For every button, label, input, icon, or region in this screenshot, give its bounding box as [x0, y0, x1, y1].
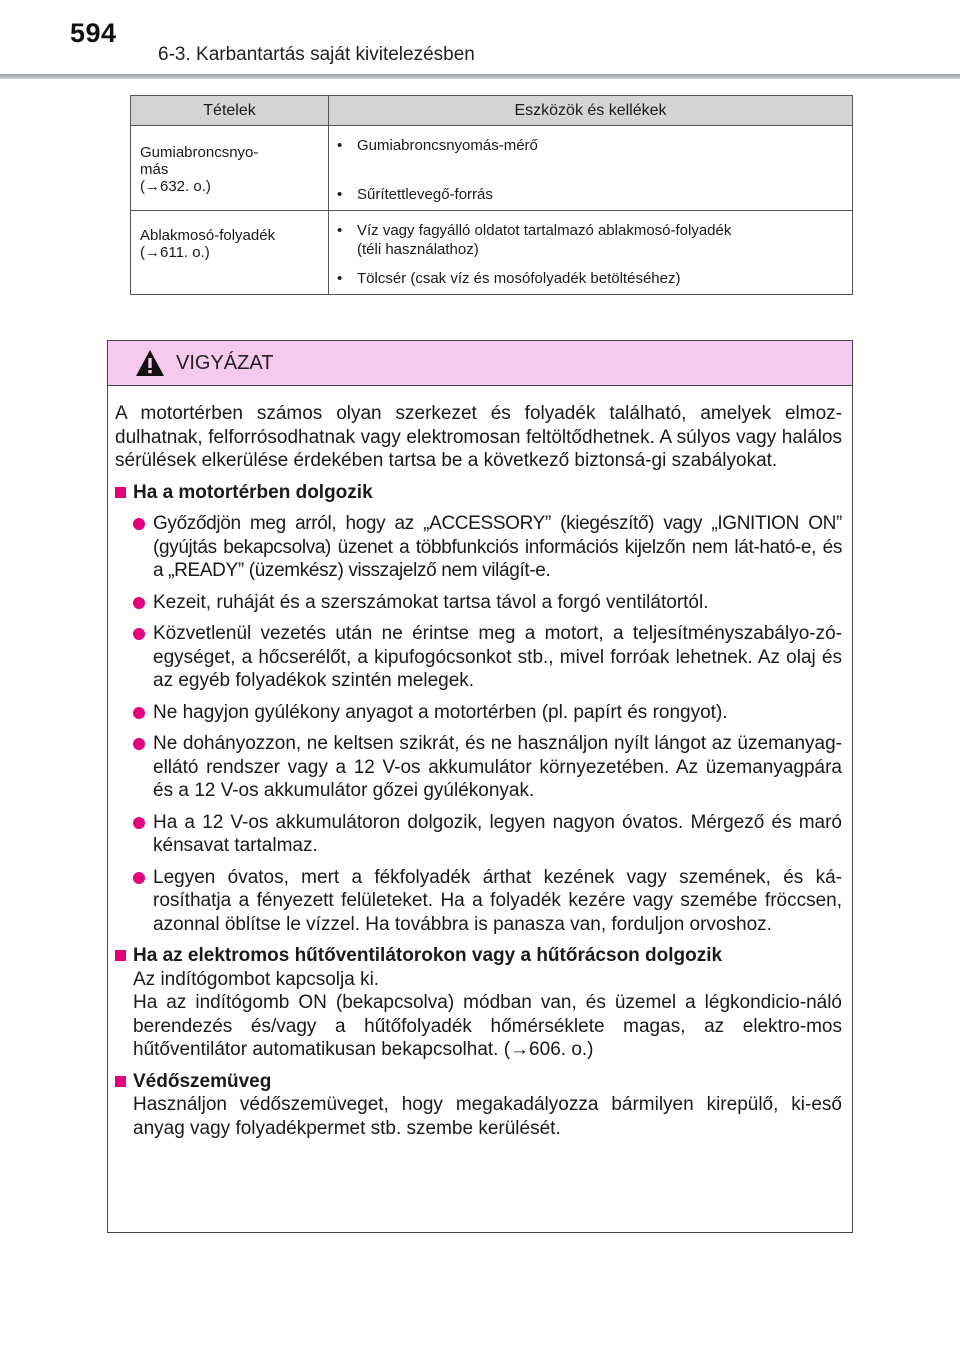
bullet-mark: •: [337, 222, 343, 239]
list-item: [115, 811, 842, 858]
item-text: Ablakmosó-folyadék: [140, 227, 276, 244]
tool-list-item: [337, 221, 842, 259]
circle-bullet-icon: [133, 738, 145, 750]
table-row: [131, 126, 853, 211]
list-item: [115, 701, 842, 725]
item-page-reference: (→632. o.): [140, 178, 211, 195]
warning-title: VIGYÁZAT: [176, 351, 274, 374]
bullet-mark: •: [337, 137, 343, 154]
list-item: [115, 591, 842, 615]
tools-cell: [329, 126, 853, 211]
circle-bullet-icon: [133, 817, 145, 829]
tool-text: Tölcsér (csak víz és mosófolyadék betöltéséhez): [357, 270, 681, 287]
circle-bullet-icon: [133, 628, 145, 640]
list-item: [115, 622, 842, 693]
list-item-text: Győződjön meg arról, hogy az „ACCESSORY” (kiegészítő) vagy „IGNITION ON” (gyújtás bekapcsolva) üzenet a többfunkciós információs kijelzőn nem lát-ható-e, és a „READY” (üzemkész) visszajelző nem világít-e.: [153, 513, 842, 581]
table-header-row: [131, 96, 853, 126]
section-heading-text: Ha a motortérben dolgozik: [133, 481, 373, 503]
header-divider: [0, 74, 960, 79]
square-bullet-icon: [115, 950, 126, 961]
tools-cell: [329, 211, 853, 295]
tool-list-item: [337, 136, 842, 155]
section-body: [115, 1093, 842, 1140]
column-header-tools: Eszközök és kellékek: [329, 96, 853, 126]
square-bullet-icon: [115, 487, 126, 498]
tool-text: Gumiabroncsnyomás-mérő: [357, 137, 538, 154]
warning-body: [108, 386, 852, 1140]
page-number: 594: [70, 18, 117, 48]
circle-bullet-icon: [133, 597, 145, 609]
list-item-text: Legyen óvatos, mert a fékfolyadék árthat kezének vagy szemének, és ká-rosíthatja a fényezett felületeket. Ha a folyadék kezére vagy szemébe fröccsen, azonnal öblítse le vízzel. Ha továbbra is panasza van, forduljon orvoshoz.: [153, 866, 842, 935]
list-item: [115, 512, 842, 583]
section-heading: [115, 1070, 842, 1094]
warning-box: [107, 340, 853, 1233]
chapter-title: 6-3. Karbantartás saját kivitelezésben: [158, 44, 475, 65]
item-text: Gumiabroncsnyo-: [140, 144, 259, 161]
warning-triangle-icon: [135, 349, 165, 377]
item-cell: [131, 211, 329, 295]
tool-text: [357, 221, 731, 259]
list-item: [115, 866, 842, 937]
list-item-text: Közvetlenül vezetés után ne érintse meg a motort, a teljesítményszabályo-zó-egységet, a hőcserélőt, a kipufogócsonkot stb., mivel forróak lehetnek. Az olaj és az egyéb folyadékok szintén melegek.: [153, 623, 842, 691]
list-item-text: Ha a 12 V-os akkumulátoron dolgozik, legyen nagyon óvatos. Mérgező és maró kénsavat tartalmaz.: [153, 811, 842, 856]
paragraph: Használjon védőszemüveget, hogy megakadályozza bármilyen kirepülő, ki-eső anyag vagy folyadékpermet stb. szembe kerülését.: [133, 1094, 842, 1139]
square-bullet-icon: [115, 1076, 126, 1087]
tool-list-item: [337, 185, 842, 204]
item-page-reference: (→611. o.): [140, 244, 210, 261]
section-heading: [115, 481, 842, 505]
circle-bullet-icon: [133, 707, 145, 719]
tool-text-line: Víz vagy fagyálló oldatot tartalmazó ablakmosó-folyadék: [357, 222, 732, 239]
item-text: más: [140, 161, 169, 178]
list-item: [115, 732, 842, 803]
item-cell: [131, 126, 329, 211]
bullet-mark: •: [337, 186, 343, 203]
section-heading-text: Ha az elektromos hűtőventilátorokon vagy a hűtőrácson dolgozik: [133, 945, 723, 966]
circle-bullet-icon: [133, 518, 145, 530]
paragraph: Ha az indítógomb ON (bekapcsolva) módban van, és üzemel a légkondicio-náló berendezés és/vagy a hűtőfolyadék hőmérséklete magas, az elektro-mos hűtőventilátor automatikusan bekapcsolhat. (→606. o.): [133, 992, 842, 1060]
tool-list-item: [337, 269, 842, 288]
paragraph: Az indítógombot kapcsolja ki.: [133, 968, 380, 990]
section-body: [115, 968, 842, 1062]
warning-intro: A motortérben számos olyan szerkezet és folyadék található, amelyek elmoz-dulhatnak, felforrósodhatnak vagy elektromosan feltöltődhetnek. A súlyos vagy halálos sérülések elkerülése érdekében tartsa be a következő biztonsá-gi szabályokat.: [115, 403, 842, 471]
list-item-text: Ne hagyjon gyúlékony anyagot a motortérben (pl. papírt és rongyot).: [153, 701, 728, 723]
column-header-items: Tételek: [131, 96, 329, 126]
table-row: [131, 211, 853, 295]
bullet-mark: •: [337, 270, 343, 287]
tool-text: Sűrítettlevegő-forrás: [357, 186, 493, 203]
section-heading: [115, 944, 842, 968]
tools-table: [130, 95, 853, 295]
list-item-text: Ne dohányozzon, ne keltsen szikrát, és ne használjon nyílt lángot az üzemanyag-ellátó rendszer vagy a 12 V-os akkumulátor környezetében. Az üzemanyagpára és a 12 V-os akkumulátor gőzei gyúlékonyak.: [153, 733, 842, 801]
tool-text-line: (téli használathoz): [357, 241, 479, 258]
warning-header: [108, 341, 852, 386]
section-heading-text: Védőszemüveg: [133, 1070, 272, 1092]
circle-bullet-icon: [133, 872, 145, 884]
list-item-text: Kezeit, ruháját és a szerszámokat tartsa távol a forgó ventilátortól.: [153, 591, 709, 613]
